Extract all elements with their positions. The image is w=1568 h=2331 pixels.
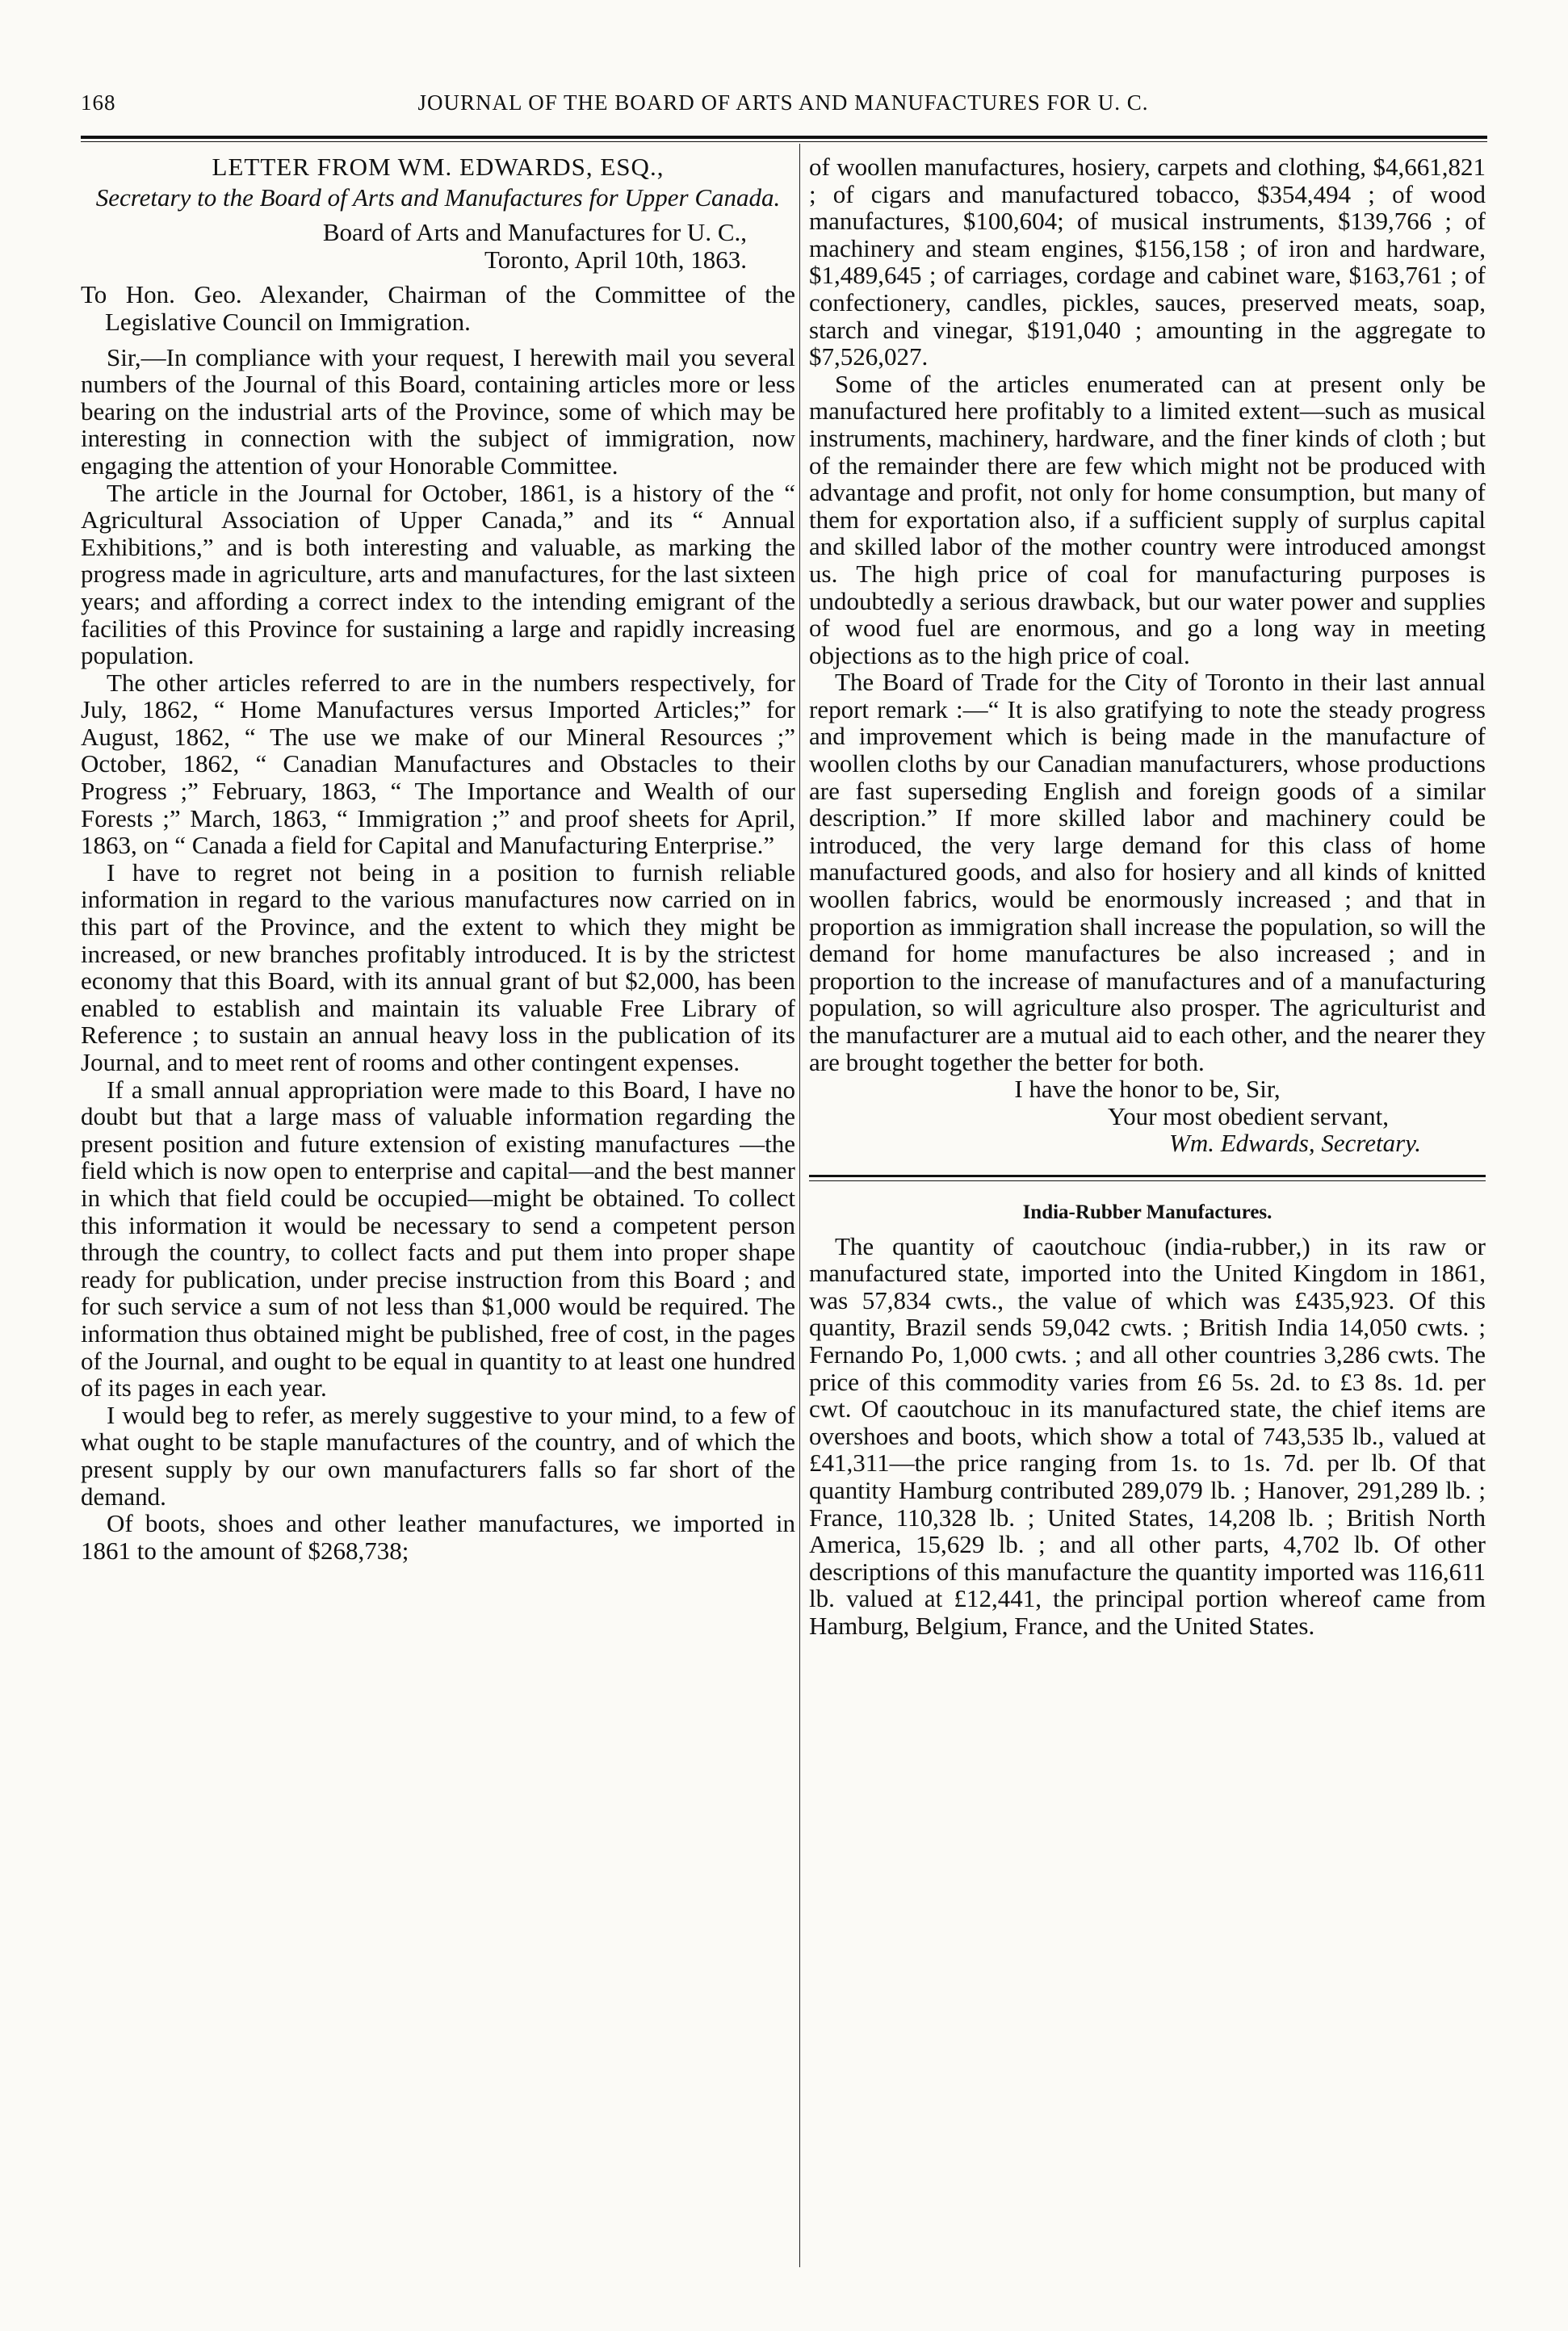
letter-title: LETTER FROM WM. EDWARDS, ESQ., xyxy=(212,153,665,181)
letter-paragraph: I have to regret not being in a position to furnish reliable information in regard to the various manufactures now carried on in this part of the Province, and the extent to which they might be increased, or new branches profitably introduced. It is by the strictest economy that this Board, with its annual grant of but $2,000, has been enabled to establish and maintain its valuable Free Library of Reference ; to sustain an annual heavy loss in the publication of its Journal, and to meet rent of rooms and other contingent expenses. xyxy=(81,857,795,1076)
letter-paragraph: Of boots, shoes and other leather manufactures, we imported in 1861 to the amount of $268,738; xyxy=(81,1509,795,1565)
column-divider xyxy=(799,144,800,2267)
letter-paragraph: I would beg to refer, as merely suggestive to your mind, to a few of what ought to be staple manufactures of the country, and of which the present supply by our own manufacturers falls so far short of the demand. xyxy=(81,1400,795,1511)
letter-paragraph: Some of the articles enumerated can at present only be manufactured here profitably to a limited extent—such as musical instruments, machinery, hardware, and the finer kinds of cloth ; but of the remainder there are few which might not be produced with advantage and profit, not only for home consumption, but many of them for exportation also, if a sufficient supply of surplus capital and skilled labor of the mother country were introduced amongst us. The high price of coal for manufacturing purposes is undoubtedly a serious drawback, but our water power and supplies of wood fuel are enormous, and go a long way in meeting objections as to the high price of coal. xyxy=(809,369,1486,669)
header-rule-thin xyxy=(81,141,1487,142)
page-number: 168 xyxy=(81,90,116,115)
letter-paragraph: of woollen manufactures, hosiery, carpets and clothing, $4,661,821 ; of cigars and manufactured tobacco, $354,494 ; of wood manufactures, $100,604; of musical instruments, $139,766 ; of machinery and steam engines, $156,158 ; of iron and hardware, $1,489,645 ; of carriages, cordage and cabinet ware, $163,761 ; of confectionery, candles, pickles, sauces, preserved meats, soap, starch and vinegar, $191,040 ; amounting in the aggregate to $7,526,027. xyxy=(809,153,1486,371)
letter-dateline-2: Toronto, April 10th, 1863. xyxy=(484,245,747,274)
running-head: JOURNAL OF THE BOARD OF ARTS AND MANUFACTURES FOR U. C. xyxy=(417,90,1149,115)
letter-signature: Wm. Edwards, Secretary. xyxy=(1169,1129,1421,1158)
left-column xyxy=(81,153,795,2269)
header-rule-thick xyxy=(81,136,1487,139)
letter-paragraph: The article in the Journal for October, 1861, is a history of the “ Agricultural Association of Upper Canada,” and its “ Annual Exhibitions,” and is both interesting and valuable, as marking the progress made in agriculture, arts and manufactures, for the last sixteen years; and affording a correct index to the intending emigrant of the facilities of this Province for sustaining a large and rapidly increasing population. xyxy=(81,478,795,670)
article-title: India-Rubber Manufactures. xyxy=(1022,1201,1272,1223)
letter-paragraph: Sir,—In compliance with your request, I herewith mail you several numbers of the Journal of this Board, containing articles more or less bearing on the industrial arts of the Province, some of which may be interesting in connection with the subject of immigration, now engaging the attention of your Honorable Committee. xyxy=(81,342,795,480)
letter-paragraph: The other articles referred to are in the numbers respectively, for July, 1862, “ Home Manufactures versus Imported Articles;” for August, 1862, “ The use we make of our Mineral Resources ;” October, 1862, “ Canadian Manufactures and Obstacles to their Progress ;” February, 1863, “ The Importance and Wealth of our Forests ;” March, 1863, “ Immigration ;” and proof sheets for April, 1863, on “ Canada a field for Capital and Manufacturing Enterprise.” xyxy=(81,668,795,860)
article-paragraph: The quantity of caoutchouc (india-rubber,) in its raw or manufactured state, imported into the United Kingdom in 1861, was 57,834 cwts., the value of which was £435,923. Of this quantity, Brazil sends 59,042 cwts. ; British India 14,050 cwts. ; Fernando Po, 1,000 cwts. ; and all other countries 3,286 cwts. The price of this commodity varies from £6 5s. 2d. to £3 8s. 1d. per cwt. Of caoutchouc in its manufactured state, the chief items are overshoes and boots, which show a total of 743,535 lb., valued at £41,311—the price ranging from 1s. to 1s. 7d. per lb. Of that quantity Hamburg contributed 289,079 lb. ; Hanover, 291,289 lb. ; France, 110,328 lb. ; United States, 14,208 lb. ; British North America, 15,629 lb. ; and all other parts, 4,702 lb. Of other descriptions of this manufacture the quantity imported was 116,611 lb. valued at £12,441, the principal portion whereof came from Hamburg, Belgium, France, and the United States. xyxy=(809,1231,1486,1640)
letter-subtitle: Secretary to the Board of Arts and Manufactures for Upper Canada. xyxy=(95,182,781,212)
letter-addressee: To Hon. Geo. Alexander, Chairman of the Committee of the Legislative Council on Immigration. xyxy=(81,280,795,336)
page-header xyxy=(81,90,1486,131)
letter-paragraph: The Board of Trade for the City of Toronto in their last annual report remark :—“ It is also gratifying to note the steady progress and improvement which is being made in the manufacture of woollen cloths by our Canadian manufacturers, whose productions are fast superseding English and foreign goods of a similar description.” If more skilled labor and machinery could be introduced, the very large demand for this class of home manufactured goods, and also for hosiery and all kinds of knitted woollen fabrics, would be enormously increased ; and that in proportion as immigration shall increase the population, so will the demand for home manufactures be also increased ; and in proportion to the increase of manufactures and of a manufacturing population, so will agriculture also prosper. The agriculturist and the manufacturer are a mutual aid to each other, and the nearer they are brought together the better for both. xyxy=(809,668,1486,1076)
letter-closing-2: Your most obedient servant, xyxy=(1107,1101,1389,1130)
letter-closing-1: I have the honor to be, Sir, xyxy=(1014,1075,1281,1104)
letter-dateline-1: Board of Arts and Manufactures for U. C., xyxy=(322,218,747,247)
right-column xyxy=(809,153,1486,2269)
letter-paragraph: If a small annual appropriation were made to this Board, I have no doubt but that a large mass of valuable information regarding the present position and future extension of existing manufactures —the field which is now open to enterprise and capital—and the best manner in which that field could be occupied—might be obtained. To collect this information it would be necessary to send a competent person through the country, to collect facts and put them into proper shape ready for publication, under precise instruction from this Board ; and for such service a sum of not less than $1,000 would be required. The information thus obtained might be published, free of cost, in the pages of the Journal, and ought to be equal in quantity to at least one hundred of its pages in each year. xyxy=(81,1075,795,1402)
section-separator xyxy=(809,1175,1486,1181)
